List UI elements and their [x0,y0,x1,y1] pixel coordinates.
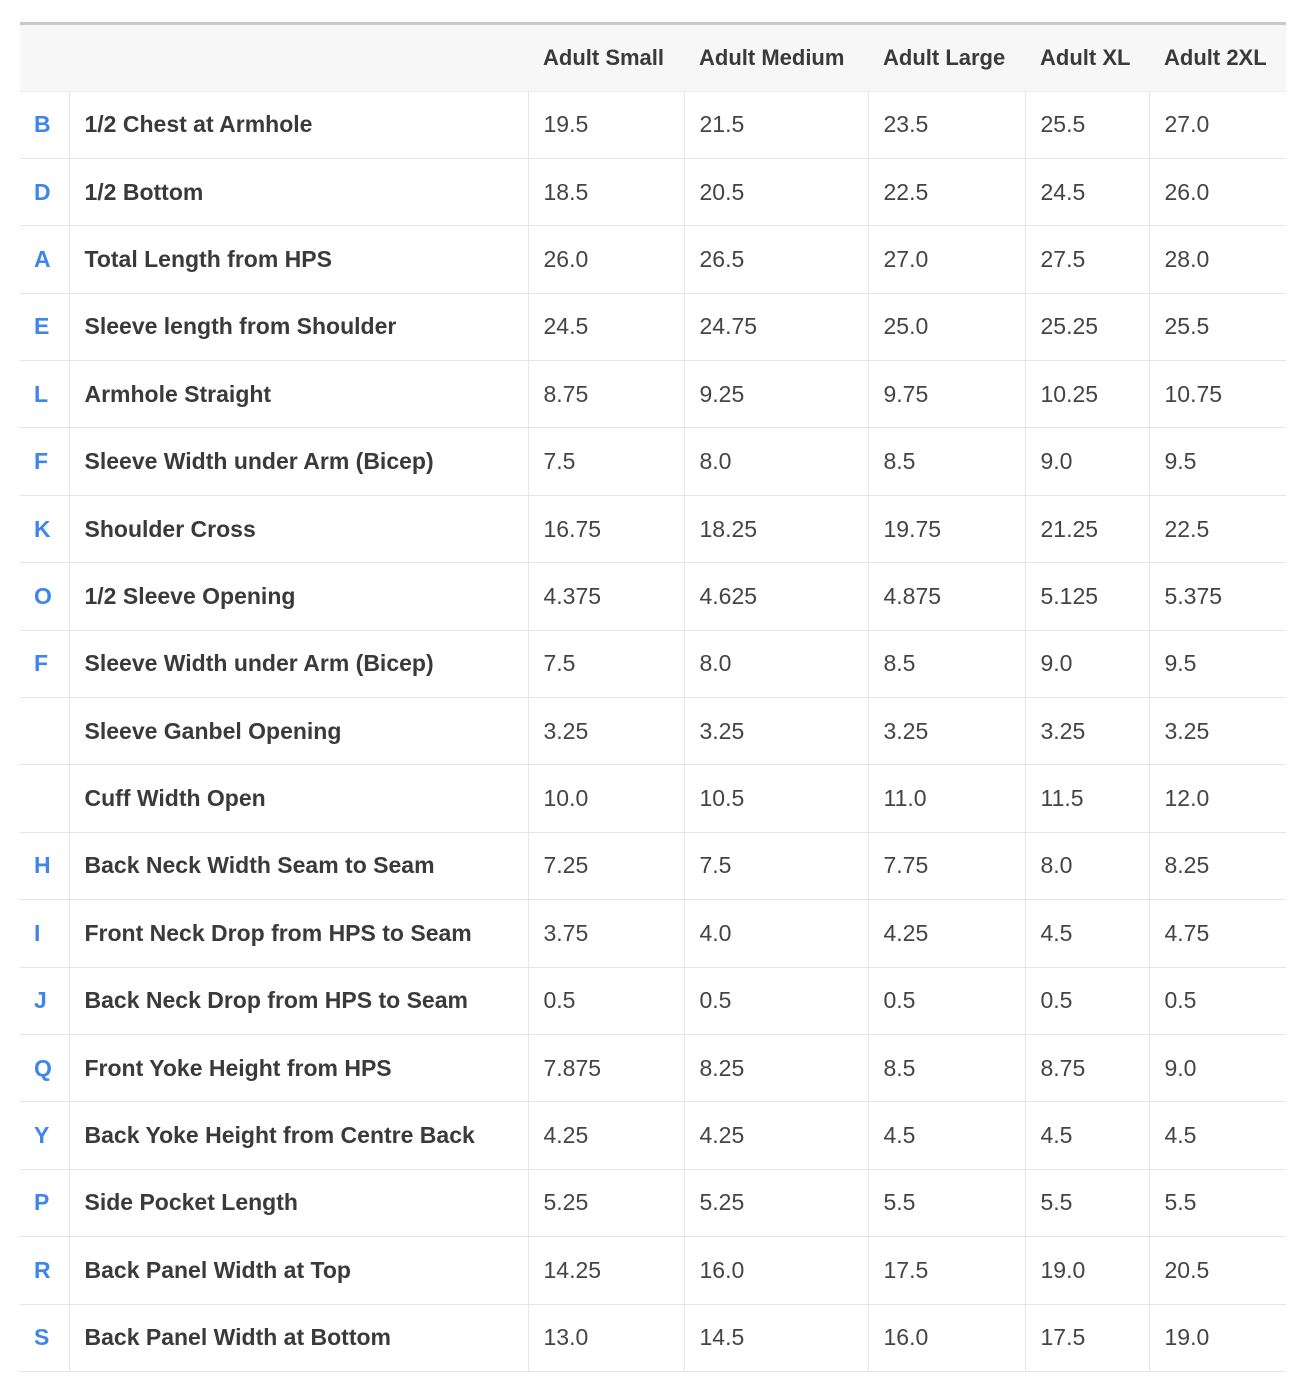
value-adult-medium: 8.0 [684,630,868,697]
value-adult-large: 3.25 [868,698,1025,765]
measurement-code: F [34,448,49,475]
table-row [20,1102,1286,1169]
measurement-label: Back Neck Drop from HPS to Seam [69,967,528,1034]
table-row [20,158,1286,225]
measurement-code: P [34,1189,50,1216]
measurement-label: Side Pocket Length [69,1169,528,1236]
value-adult-xl: 4.5 [1025,900,1149,967]
value-adult-small: 24.5 [528,293,684,360]
value-adult-large: 5.5 [868,1169,1025,1236]
measurement-code: I [34,919,41,946]
value-adult-2xl: 19.0 [1149,1304,1286,1371]
value-adult-small: 26.0 [528,226,684,293]
value-adult-large: 17.5 [868,1237,1025,1304]
value-adult-large: 8.5 [868,1034,1025,1101]
header-adult-xl: Adult XL [1025,25,1149,91]
value-adult-medium: 3.25 [684,698,868,765]
value-adult-large: 23.5 [868,91,1025,158]
value-adult-xl: 10.25 [1025,361,1149,428]
value-adult-medium: 8.25 [684,1034,868,1101]
header-adult-small: Adult Small [528,25,684,91]
value-adult-medium: 18.25 [684,495,868,562]
measurement-code [20,765,69,832]
measurement-label: Back Neck Width Seam to Seam [69,832,528,899]
value-adult-medium: 8.0 [684,428,868,495]
value-adult-small: 0.5 [528,967,684,1034]
measurement-code: E [34,313,50,340]
value-adult-small: 19.5 [528,91,684,158]
table-row [20,967,1286,1034]
value-adult-xl: 0.5 [1025,967,1149,1034]
header-adult-2xl: Adult 2XL [1149,25,1286,91]
table-row [20,765,1286,832]
header-code [20,25,69,91]
value-adult-xl: 8.0 [1025,832,1149,899]
value-adult-large: 0.5 [868,967,1025,1034]
table-row [20,226,1286,293]
measurement-code: F [34,650,49,677]
table-row [20,1034,1286,1101]
measurement-code: B [34,111,51,138]
value-adult-large: 19.75 [868,495,1025,562]
measurement-label: 1/2 Sleeve Opening [69,563,528,630]
value-adult-small: 18.5 [528,158,684,225]
table-row [20,428,1286,495]
header-adult-large: Adult Large [868,25,1025,91]
value-adult-small: 16.75 [528,495,684,562]
table-body [20,91,1286,1371]
table-row [20,1169,1286,1236]
value-adult-xl: 8.75 [1025,1034,1149,1101]
measurement-label: Sleeve Width under Arm (Bicep) [69,630,528,697]
value-adult-xl: 27.5 [1025,226,1149,293]
measurement-label: Sleeve Ganbel Opening [69,698,528,765]
value-adult-2xl: 3.25 [1149,698,1286,765]
value-adult-2xl: 25.5 [1149,293,1286,360]
value-adult-2xl: 8.25 [1149,832,1286,899]
value-adult-small: 13.0 [528,1304,684,1371]
table-row [20,293,1286,360]
value-adult-2xl: 9.5 [1149,428,1286,495]
value-adult-2xl: 9.0 [1149,1034,1286,1101]
value-adult-2xl: 4.75 [1149,900,1286,967]
measurement-label: Back Yoke Height from Centre Back [69,1102,528,1169]
value-adult-medium: 24.75 [684,293,868,360]
measurement-code: H [34,852,51,879]
value-adult-xl: 19.0 [1025,1237,1149,1304]
value-adult-medium: 4.25 [684,1102,868,1169]
value-adult-xl: 17.5 [1025,1304,1149,1371]
value-adult-xl: 5.5 [1025,1169,1149,1236]
measurement-label: 1/2 Chest at Armhole [69,91,528,158]
header-adult-medium: Adult Medium [684,25,868,91]
measurement-code: D [34,178,51,205]
value-adult-2xl: 5.375 [1149,563,1286,630]
measurement-code: K [34,515,51,542]
table-header [20,25,1286,91]
value-adult-2xl: 20.5 [1149,1237,1286,1304]
value-adult-small: 7.5 [528,428,684,495]
value-adult-small: 3.75 [528,900,684,967]
value-adult-xl: 9.0 [1025,630,1149,697]
table-row [20,563,1286,630]
value-adult-xl: 5.125 [1025,563,1149,630]
measurement-label: Back Panel Width at Bottom [69,1304,528,1371]
value-adult-2xl: 12.0 [1149,765,1286,832]
measurement-label: 1/2 Bottom [69,158,528,225]
value-adult-2xl: 0.5 [1149,967,1286,1034]
value-adult-small: 14.25 [528,1237,684,1304]
value-adult-2xl: 10.75 [1149,361,1286,428]
measurement-label: Shoulder Cross [69,495,528,562]
value-adult-medium: 26.5 [684,226,868,293]
value-adult-small: 8.75 [528,361,684,428]
value-adult-medium: 4.0 [684,900,868,967]
measurement-label: Sleeve Width under Arm (Bicep) [69,428,528,495]
measurement-label: Armhole Straight [69,361,528,428]
measurement-code: O [34,582,52,609]
value-adult-2xl: 9.5 [1149,630,1286,697]
value-adult-large: 4.25 [868,900,1025,967]
value-adult-xl: 25.5 [1025,91,1149,158]
value-adult-small: 7.5 [528,630,684,697]
measurement-label: Sleeve length from Shoulder [69,293,528,360]
value-adult-medium: 10.5 [684,765,868,832]
value-adult-large: 25.0 [868,293,1025,360]
value-adult-small: 10.0 [528,765,684,832]
value-adult-medium: 14.5 [684,1304,868,1371]
header-row [20,25,1286,91]
value-adult-xl: 21.25 [1025,495,1149,562]
value-adult-small: 7.875 [528,1034,684,1101]
table-row [20,900,1286,967]
measurement-code: Q [34,1054,52,1081]
measurement-label: Cuff Width Open [69,765,528,832]
table-row [20,361,1286,428]
value-adult-2xl: 28.0 [1149,226,1286,293]
measurement-code: Y [34,1122,50,1149]
value-adult-small: 3.25 [528,698,684,765]
value-adult-medium: 20.5 [684,158,868,225]
table-row [20,495,1286,562]
value-adult-large: 22.5 [868,158,1025,225]
value-adult-xl: 9.0 [1025,428,1149,495]
value-adult-2xl: 22.5 [1149,495,1286,562]
value-adult-xl: 3.25 [1025,698,1149,765]
value-adult-2xl: 26.0 [1149,158,1286,225]
value-adult-medium: 7.5 [684,832,868,899]
measurement-label: Front Yoke Height from HPS [69,1034,528,1101]
value-adult-2xl: 4.5 [1149,1102,1286,1169]
measurement-code: A [34,245,51,272]
size-chart [20,22,1286,1372]
header-measurement [69,25,528,91]
value-adult-small: 4.25 [528,1102,684,1169]
measurement-code: J [34,987,47,1014]
value-adult-medium: 16.0 [684,1237,868,1304]
value-adult-xl: 25.25 [1025,293,1149,360]
value-adult-medium: 4.625 [684,563,868,630]
value-adult-medium: 21.5 [684,91,868,158]
value-adult-large: 9.75 [868,361,1025,428]
table-row [20,91,1286,158]
table-row [20,1237,1286,1304]
value-adult-medium: 5.25 [684,1169,868,1236]
table-row [20,630,1286,697]
value-adult-large: 8.5 [868,428,1025,495]
value-adult-large: 8.5 [868,630,1025,697]
table-row [20,832,1286,899]
value-adult-xl: 24.5 [1025,158,1149,225]
value-adult-xl: 4.5 [1025,1102,1149,1169]
value-adult-xl: 11.5 [1025,765,1149,832]
measurement-label: Total Length from HPS [69,226,528,293]
value-adult-large: 7.75 [868,832,1025,899]
measurement-code: L [34,380,49,407]
measurement-code: R [34,1256,51,1283]
value-adult-medium: 0.5 [684,967,868,1034]
value-adult-2xl: 27.0 [1149,91,1286,158]
value-adult-small: 4.375 [528,563,684,630]
value-adult-large: 11.0 [868,765,1025,832]
measurement-label: Front Neck Drop from HPS to Seam [69,900,528,967]
table-row [20,1304,1286,1371]
table-row [20,698,1286,765]
value-adult-medium: 9.25 [684,361,868,428]
value-adult-large: 4.5 [868,1102,1025,1169]
measurement-code: S [34,1324,50,1351]
value-adult-2xl: 5.5 [1149,1169,1286,1236]
value-adult-large: 4.875 [868,563,1025,630]
value-adult-small: 5.25 [528,1169,684,1236]
measurement-code [20,698,69,765]
value-adult-small: 7.25 [528,832,684,899]
value-adult-large: 16.0 [868,1304,1025,1371]
value-adult-large: 27.0 [868,226,1025,293]
size-chart-table [20,25,1286,1372]
measurement-label: Back Panel Width at Top [69,1237,528,1304]
